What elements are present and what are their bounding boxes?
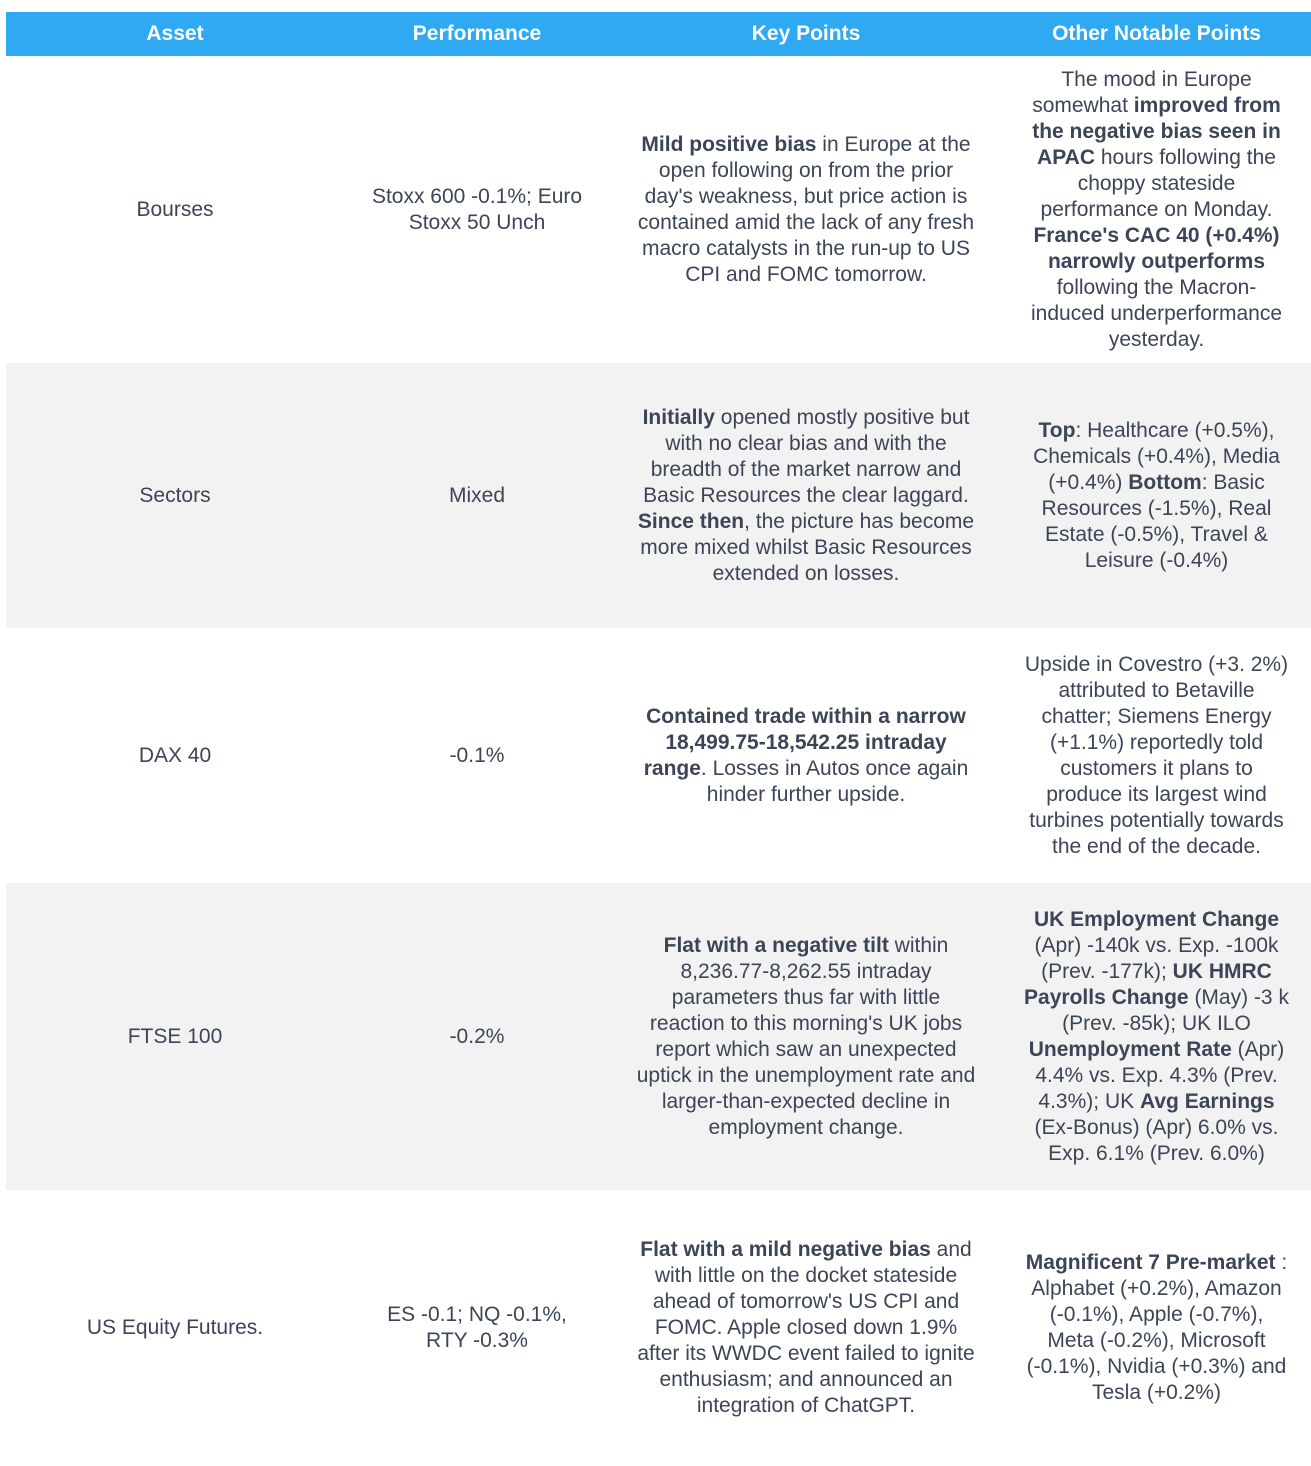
asset-cell	[6, 56, 344, 363]
asset-cell	[6, 883, 344, 1190]
text-segment: Stoxx 600 -0.1%; Euro Stoxx 50 Unch	[371, 184, 583, 234]
text-segment: US Equity Futures.	[86, 1316, 264, 1339]
table-row	[6, 628, 1311, 883]
text-segment: Mixed	[448, 483, 506, 507]
text-segment: in Europe at the open following on from the prior day's weakness, but price action is contained amid the lack of any fresh macro catalysts in the run-up to US CPI and FOMC tomorrow.	[637, 132, 975, 286]
other-points-cell	[1002, 1190, 1311, 1466]
key-points-cell	[610, 628, 1002, 883]
table-body	[6, 56, 1311, 1466]
performance-cell	[344, 1190, 610, 1466]
bold-text-segment: Flat with a negative tilt	[663, 933, 889, 957]
key-points-cell	[610, 363, 1002, 628]
text-segment: within 8,236.77-8,262.55 intraday parameters thus far with little reaction to this morning's UK jobs report which saw an unexpected uptick in the unemployment rate and larger-than-expected decline in employment change.	[636, 933, 976, 1139]
table-row	[6, 363, 1311, 628]
text-segment: Upside in Covestro (+3. 2%) attributed to Betaville chatter; Siemens Energy (+1.1%) reportedly told customers it plans to produce its largest wind turbines potentially towards the end of the decade.	[1024, 652, 1289, 858]
bold-text-segment: Flat with a mild negative bias	[640, 1238, 931, 1261]
other-points-cell	[1002, 56, 1311, 363]
asset-cell	[6, 363, 344, 628]
other-points-cell	[1002, 628, 1311, 883]
bold-text-segment: Since then	[637, 509, 745, 533]
key-points-cell	[610, 883, 1002, 1190]
bold-text-segment: Unemployment Rate	[1028, 1037, 1232, 1061]
bold-text-segment: UK Employment Change	[1033, 907, 1280, 931]
text-segment: , the picture has become more mixed whilst Basic Resources extended on losses.	[640, 509, 975, 585]
table-header-row	[6, 12, 1311, 56]
column-header-performance: Performance	[344, 12, 610, 56]
text-segment: DAX 40	[138, 743, 212, 767]
text-segment: (Apr) -140k vs. Exp. -100k (Prev. -177k);	[1034, 933, 1279, 983]
bold-text-segment: improved from the negative bias seen in APAC	[1032, 93, 1281, 169]
text-segment: . Losses in Autos once again hinder further upside.	[700, 756, 969, 806]
column-header-asset: Asset	[6, 12, 344, 56]
text-segment: : Healthcare (+0.5%), Chemicals (+0.4%), Media (+0.4%)	[1033, 418, 1280, 494]
table-row	[6, 56, 1311, 363]
text-segment: ES -0.1; NQ -0.1%, RTY -0.3%	[387, 1303, 567, 1352]
text-segment: (Apr) 4.4% vs. Exp. 4.3% (Prev. 4.3%); UK	[1035, 1037, 1285, 1113]
text-segment: : Basic Resources (-1.5%), Real Estate (-0.5%), Travel & Leisure (-0.4%)	[1041, 470, 1272, 572]
text-segment: -0.1%	[449, 743, 505, 767]
bold-text-segment: Top	[1038, 418, 1076, 442]
text-segment: (May) -3 k (Prev. -85k); UK ILO	[1062, 985, 1289, 1035]
text-segment: The mood in Europe somewhat	[1032, 67, 1252, 117]
text-segment: : Alphabet (+0.2%), Amazon (-0.1%), Apple (-0.7%), Meta (-0.2%), Microsoft (-0.1%), Nvidia (+0.3%) and Tesla (+0.2%)	[1026, 1251, 1288, 1404]
key-points-cell	[610, 56, 1002, 363]
bold-text-segment: Contained trade within a narrow 18,499.75-18,542.25 intraday range	[643, 704, 966, 780]
text-segment: and with little on the docket stateside ahead of tomorrow's US CPI and FOMC. Apple closed down 1.9% after its WWDC event failed to ignite enthusiasm; and announced an integration of ChatGPT.	[637, 1238, 975, 1417]
table-row	[6, 1190, 1311, 1466]
text-segment: -0.2%	[449, 1024, 505, 1048]
performance-cell	[344, 883, 610, 1190]
column-header-other-notable-points: Other Notable Points	[1002, 12, 1311, 56]
table-row	[6, 883, 1311, 1190]
text-segment: (Ex-Bonus) (Apr) 6.0% vs. Exp. 6.1% (Prev. 6.0%)	[1034, 1115, 1279, 1165]
other-points-cell	[1002, 883, 1311, 1190]
text-segment: Sectors	[139, 483, 211, 507]
bold-text-segment: UK HMRC Payrolls Change	[1024, 959, 1272, 1009]
other-points-cell	[1002, 363, 1311, 628]
performance-cell	[344, 363, 610, 628]
text-segment: Bourses	[136, 197, 214, 221]
bold-text-segment: Mild positive bias	[641, 132, 817, 156]
bold-text-segment: Bottom	[1128, 470, 1202, 494]
market-summary-table	[6, 12, 1311, 1466]
key-points-cell	[610, 1190, 1002, 1466]
performance-cell	[344, 628, 610, 883]
asset-cell	[6, 628, 344, 883]
bold-text-segment: France's CAC 40 (+0.4%) narrowly outperforms	[1033, 223, 1280, 273]
asset-cell	[6, 1190, 344, 1466]
text-segment: hours following the choppy stateside performance on Monday.	[1040, 145, 1276, 221]
performance-cell	[344, 56, 610, 363]
column-header-key-points: Key Points	[610, 12, 1002, 56]
bold-text-segment: Magnificent 7 Pre-market	[1025, 1251, 1276, 1274]
bold-text-segment: Avg Earnings	[1139, 1089, 1275, 1113]
text-segment: following the Macron-induced underperformance yesterday.	[1031, 275, 1282, 351]
bold-text-segment: Initially	[642, 405, 715, 429]
text-segment: opened mostly positive but with no clear bias and with the breadth of the market narrow and Basic Resources the clear laggard.	[643, 405, 970, 507]
text-segment: FTSE 100	[127, 1024, 223, 1048]
